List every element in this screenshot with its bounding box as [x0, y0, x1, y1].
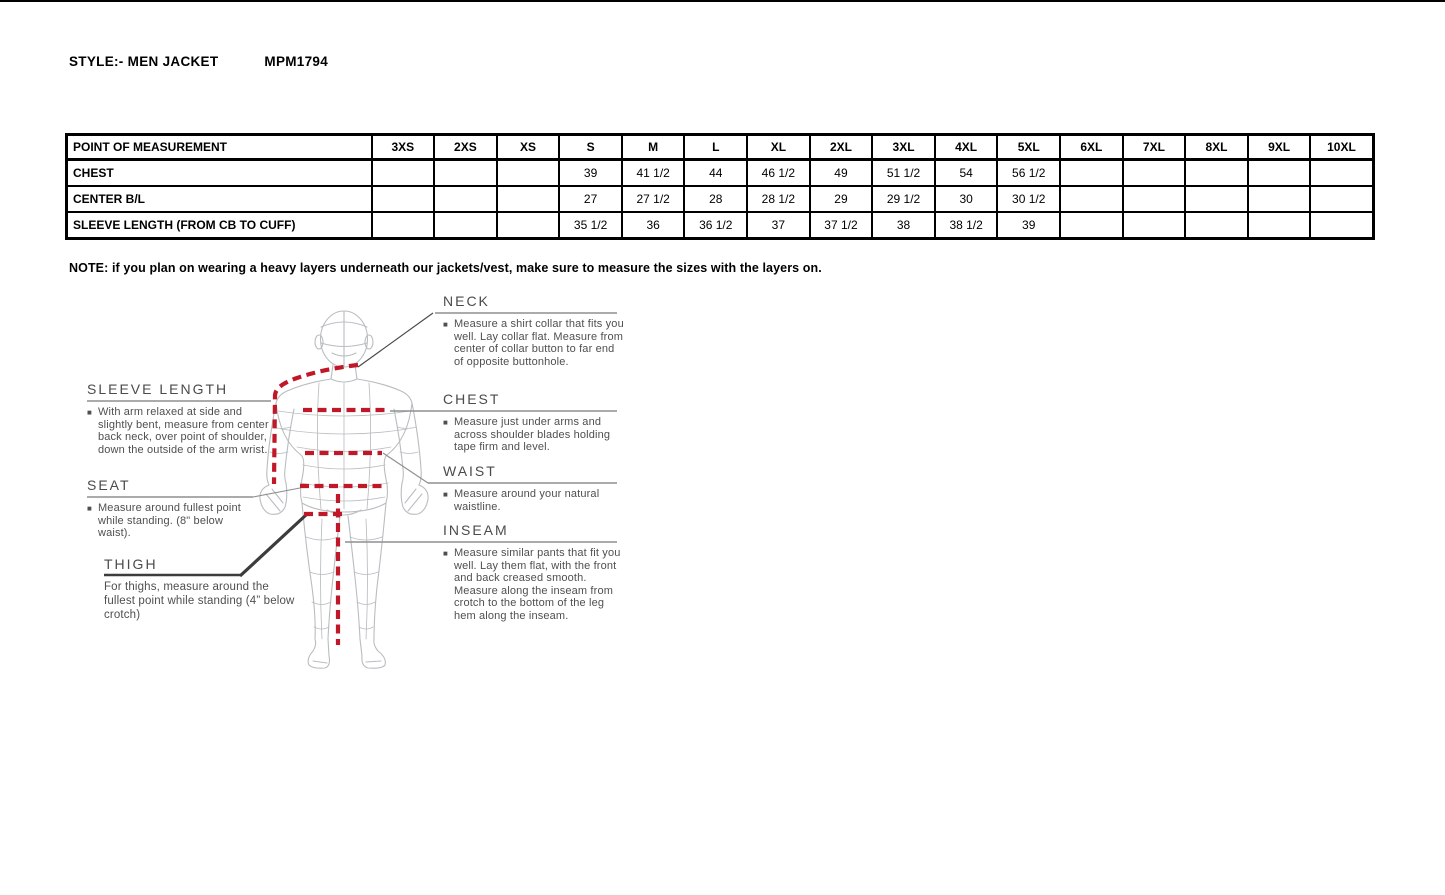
size-value-cell: 38 1/2 [935, 212, 998, 239]
row-label-cell: CENTER B/L [67, 186, 372, 212]
inseam-annotation [443, 522, 627, 623]
measurement-row [67, 160, 1374, 187]
note-text: NOTE: if you plan on wearing a heavy layers underneath our jackets/vest, make sure to measure the sizes with the layers on. [69, 261, 822, 275]
size-value-cell [497, 160, 560, 187]
size-value-cell: 37 [747, 212, 810, 239]
neck-heading: NECK [443, 293, 490, 309]
size-header-s: S [559, 135, 622, 160]
size-value-cell [1123, 160, 1186, 187]
size-header-4xl: 4XL [935, 135, 998, 160]
row-label-cell: CHEST [67, 160, 372, 187]
sleeve-length-description: With arm relaxed at side and slightly bent, measure from center back neck, over point of shoulder, down the outside of the arm wrist. [97, 406, 269, 456]
size-value-cell [1248, 160, 1311, 187]
seat-heading: SEAT [87, 477, 131, 493]
size-value-cell: 29 [810, 186, 873, 212]
size-value-cell [1060, 160, 1123, 187]
size-value-cell [1248, 212, 1311, 239]
size-value-cell [497, 186, 560, 212]
sleeve-length-heading: SLEEVE LENGTH [87, 381, 229, 397]
size-value-cell [372, 212, 435, 239]
size-table-header-row [67, 135, 1374, 160]
size-value-cell [1310, 160, 1373, 187]
size-value-cell [1185, 212, 1248, 239]
thigh-description: For thighs, measure around the fullest point while standing (4” below crotch) [104, 581, 295, 621]
measurement-row [67, 212, 1374, 239]
neck-description: Measure a shirt collar that fits you well. Lay collar flat. Measure from center of collar button to far end of opposite buttonhole. [453, 318, 624, 368]
point-of-measurement-header: POINT OF MEASUREMENT [67, 135, 372, 160]
size-value-cell [1123, 212, 1186, 239]
size-header-2xs: 2XS [434, 135, 497, 160]
style-code: MPM1794 [264, 54, 329, 69]
size-value-cell: 35 1/2 [559, 212, 622, 239]
seat-annotation [87, 477, 252, 540]
sleeve-measure-line [274, 365, 358, 484]
bullet-icon: ■ [443, 549, 448, 558]
size-value-cell: 29 1/2 [872, 186, 935, 212]
bullet-icon: ■ [87, 408, 92, 417]
chest-description: Measure just under arms and across shoulder blades holding tape firm and level. [453, 416, 611, 454]
size-header-7xl: 7XL [1123, 135, 1186, 160]
inseam-description: Measure similar pants that fit you well. Lay them flat, with the front and back creased smooth. Measure along the inseam from crotch to the bottom of the leg hem along the inseam. [453, 547, 621, 622]
size-header-m: M [622, 135, 685, 160]
size-header-xl: XL [747, 135, 810, 160]
size-value-cell: 28 1/2 [747, 186, 810, 212]
document-title [69, 54, 328, 69]
row-label-cell: SLEEVE LENGTH (FROM CB TO CUFF) [67, 212, 372, 239]
size-value-cell [1185, 186, 1248, 212]
size-value-cell: 39 [559, 160, 622, 187]
size-value-cell [1060, 186, 1123, 212]
size-header-6xl: 6XL [1060, 135, 1123, 160]
size-value-cell: 56 1/2 [997, 160, 1060, 187]
waist-heading: WAIST [443, 463, 497, 479]
sleeve-length-annotation [87, 381, 277, 456]
size-value-cell [434, 160, 497, 187]
seat-description: Measure around fullest point while standing. (8" below waist). [97, 502, 241, 540]
size-header-5xl: 5XL [997, 135, 1060, 160]
size-header-8xl: 8XL [1185, 135, 1248, 160]
size-value-cell: 27 1/2 [622, 186, 685, 212]
size-header-10xl: 10XL [1310, 135, 1373, 160]
bullet-icon: ■ [443, 320, 448, 329]
size-value-cell: 46 1/2 [747, 160, 810, 187]
chest-heading: CHEST [443, 391, 501, 407]
size-header-l: L [684, 135, 747, 160]
size-header-2xl: 2XL [810, 135, 873, 160]
size-header-9xl: 9XL [1248, 135, 1311, 160]
size-value-cell [1185, 160, 1248, 187]
size-value-cell [1123, 186, 1186, 212]
size-value-cell: 49 [810, 160, 873, 187]
size-table [65, 133, 1375, 240]
waist-annotation [443, 463, 613, 513]
style-label: STYLE:- MEN JACKET [69, 54, 219, 69]
size-value-cell: 44 [684, 160, 747, 187]
neck-annotation [443, 293, 627, 368]
size-value-cell: 36 1/2 [684, 212, 747, 239]
size-value-cell: 39 [997, 212, 1060, 239]
size-value-cell [434, 212, 497, 239]
size-value-cell [1310, 212, 1373, 239]
thigh-annotation [104, 556, 296, 622]
inseam-heading: INSEAM [443, 522, 509, 538]
size-header-xs: XS [497, 135, 560, 160]
size-value-cell [1248, 186, 1311, 212]
size-value-cell: 38 [872, 212, 935, 239]
chest-annotation [443, 391, 627, 454]
size-value-cell: 37 1/2 [810, 212, 873, 239]
size-value-cell [434, 186, 497, 212]
size-value-cell: 27 [559, 186, 622, 212]
size-value-cell [1310, 186, 1373, 212]
size-value-cell [1060, 212, 1123, 239]
bullet-icon: ■ [443, 490, 448, 499]
bullet-icon: ■ [87, 504, 92, 513]
size-header-3xs: 3XS [372, 135, 435, 160]
size-value-cell: 54 [935, 160, 998, 187]
thigh-heading: THIGH [104, 556, 158, 572]
bullet-icon: ■ [443, 418, 448, 427]
size-value-cell: 30 1/2 [997, 186, 1060, 212]
size-value-cell: 30 [935, 186, 998, 212]
size-value-cell: 41 1/2 [622, 160, 685, 187]
size-value-cell [372, 186, 435, 212]
size-value-cell: 28 [684, 186, 747, 212]
size-value-cell [372, 160, 435, 187]
waist-description: Measure around your natural waistline. [453, 488, 600, 513]
measurement-diagram [55, 287, 695, 692]
measurement-row [67, 186, 1374, 212]
size-header-3xl: 3XL [872, 135, 935, 160]
size-value-cell: 36 [622, 212, 685, 239]
size-value-cell: 51 1/2 [872, 160, 935, 187]
size-value-cell [497, 212, 560, 239]
